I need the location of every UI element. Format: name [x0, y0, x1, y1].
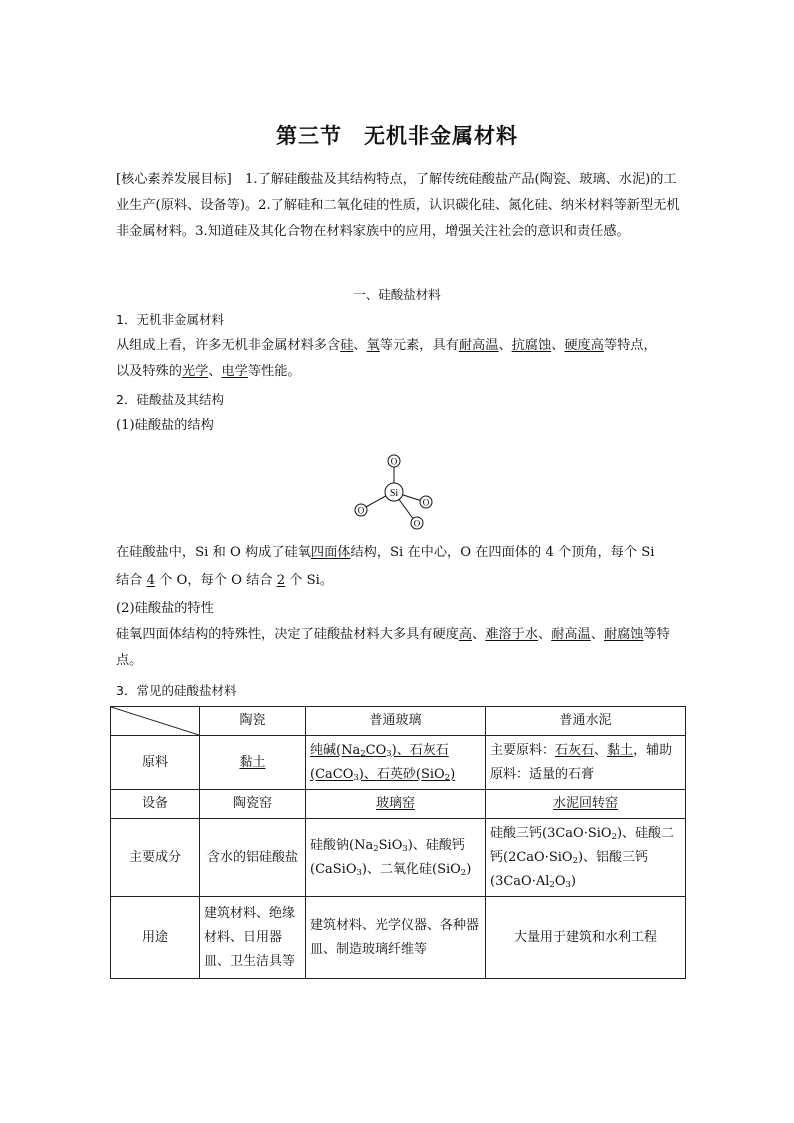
cell-cement-use: 大量用于建筑和水利工程: [486, 897, 686, 979]
blank-answer: 氧: [366, 338, 380, 353]
blank-answer: 耐腐蚀: [603, 627, 644, 642]
cell-ceramic-use: 建筑材料、绝缘材料、日用器皿、卫生洁具等: [200, 897, 306, 979]
blank-answer: 四面体: [310, 545, 351, 560]
table-row-raw-materials: [111, 736, 686, 790]
goals-label: [核心素养发展目标]: [116, 172, 232, 187]
structure-text-line2: 结合 4 个 O，每个 O 结合 2 个 Si。: [116, 573, 334, 588]
section-heading: 一、硅酸盐材料: [353, 287, 441, 302]
title-section-number: 第三节: [276, 124, 342, 148]
item1-heading: 1．无机非金属材料: [116, 312, 224, 327]
cell-cement-raw: 主要原料：石灰石、黏土，辅助原料：适量的石膏: [486, 736, 686, 790]
item2-sub1: (1)硅酸盐的结构: [116, 418, 214, 433]
item1-text-line2: 以及特殊的光学、电学等性能。: [116, 364, 301, 379]
cell-ceramic-equip: 陶瓷窑: [200, 790, 306, 819]
row-label: 主要成分: [111, 819, 200, 897]
o-label: O: [390, 456, 398, 467]
table-row-equipment: [111, 790, 686, 819]
cell-glass-equip: 玻璃窑: [306, 790, 486, 819]
title-text: 无机非金属材料: [364, 124, 518, 148]
blank-answer: 高: [458, 627, 473, 642]
silicate-materials-table: [110, 706, 686, 979]
blank-answer: 光学: [181, 364, 209, 379]
table-header-ceramic: 陶瓷: [200, 707, 306, 736]
blank-answer: 4: [146, 573, 155, 588]
table-row-composition: [111, 819, 686, 897]
blank-answer: 耐高温: [458, 338, 499, 353]
item1-text-line1: 从组成上看，许多无机非金属材料多含硅、氧等元素，具有耐高温、抗腐蚀、硬度高等特点，: [116, 338, 657, 353]
cell-glass-comp: 硅酸钠$(Na_2SiO_3)$、硅酸钙 (CaSiO$_3$)、二氧化硅(SiO$_2$): [306, 819, 486, 897]
cell-glass-use: 建筑材料、光学仪器、各种器皿、制造玻璃纤维等: [306, 897, 486, 979]
blank-answer: 硅: [340, 338, 354, 353]
blank-answer: 电学: [221, 364, 248, 379]
blank-answer: 耐高温: [551, 627, 591, 642]
property-paragraph: 硅氧四面体结构的特殊性，决定了硅酸盐材料大多具有硬度高、难溶于水、耐高温、耐腐蚀等特点。: [116, 627, 670, 668]
cell-cement-comp: 硅酸三钙(3CaO·SiO$_2$)、硅酸二 钙(2CaO·SiO$_2$)、铝酸三钙 $(3CaO\cdot Al_2O_3)$: [486, 819, 686, 897]
item2-heading: 2．硅酸盐及其结构: [116, 392, 224, 407]
cell-ceramic-comp: 含水的铝硅酸盐: [200, 819, 306, 897]
o-label: O: [422, 497, 430, 508]
structure-text-line1: 在硅酸盐中，Si 和 O 构成了硅氧四面体结构，Si 在中心，O 在四面体的 4 个顶角，每个 Si: [116, 545, 655, 560]
table-corner-cell: [111, 707, 200, 736]
bond-line: [398, 498, 414, 520]
o-label: O: [357, 505, 365, 516]
table-row-uses: [111, 897, 686, 979]
table-header-cement: 普通水泥: [486, 707, 686, 736]
core-goals-paragraph: [116, 167, 682, 245]
goals-text: 1.了解硅酸盐及其结构特点，了解传统硅酸盐产品(陶瓷、玻璃、水泥)的工业生产(原料、设备等)。2.了解硅和二氧化硅的性质，认识碳化硅、氮化硅、纳米材料等新型无机非金属材料。3.知道硅及其化合物在材料家族中的应用，增强关注社会的意识和责任感。: [116, 172, 680, 239]
blank-answer: 硬度高: [564, 338, 604, 353]
silicate-tetrahedron-diagram: [340, 448, 450, 534]
row-label: 设备: [111, 790, 200, 819]
cell-glass-raw: 纯碱$(Na_2CO_3)$、石灰石 (CaCO$_3$)、石英砂(SiO$_2$): [306, 736, 486, 790]
table-header-glass: 普通玻璃: [306, 707, 486, 736]
page-title: [0, 120, 794, 150]
o-label: O: [413, 518, 421, 529]
blank-answer: 2: [276, 573, 286, 588]
blank-answer: 抗腐蚀: [511, 338, 552, 353]
si-label: Si: [389, 488, 399, 499]
row-label: 用途: [111, 897, 200, 979]
bond-line: [400, 494, 422, 501]
cell-cement-equip: 水泥回转窑: [486, 790, 686, 819]
item3-heading: 3．常见的硅酸盐材料: [116, 683, 237, 698]
item2-sub2: (2)硅酸盐的特性: [116, 601, 214, 616]
blank-answer: 难溶于水: [485, 627, 538, 642]
cell-ceramic-raw: 黏土: [200, 736, 306, 790]
table-header-row: [111, 707, 686, 736]
row-label: 原料: [111, 736, 200, 790]
